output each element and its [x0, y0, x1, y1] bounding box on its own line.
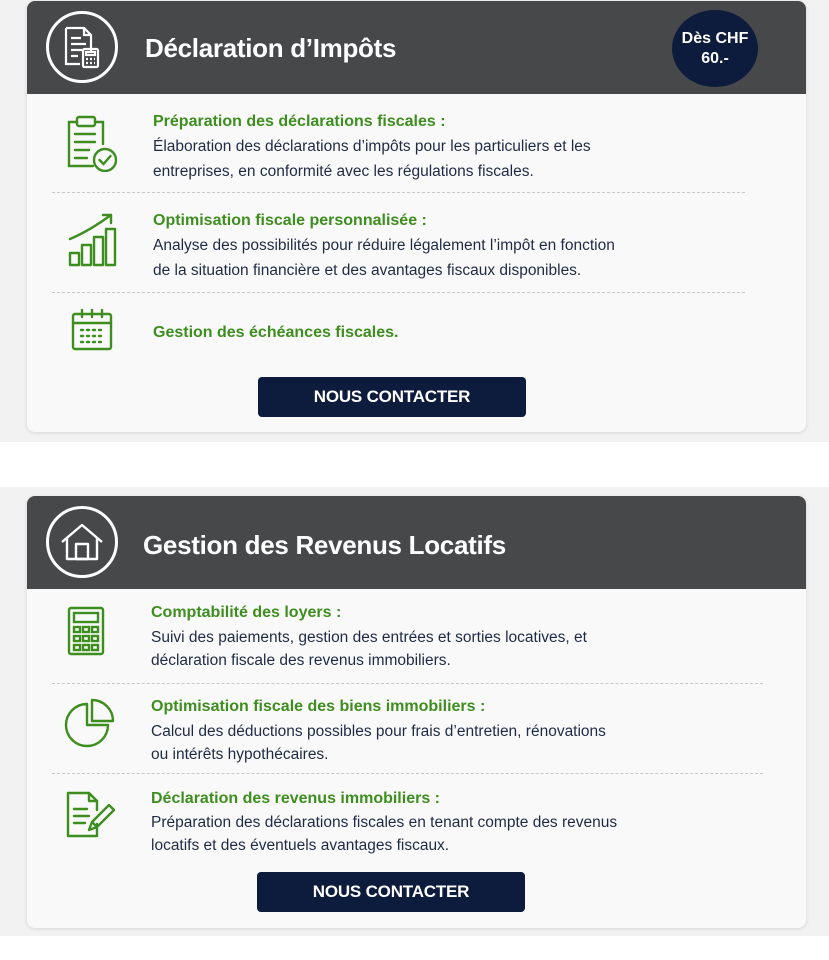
- item-title: Optimisation fiscale des biens immobiliers :: [151, 698, 486, 715]
- calculator-icon: [67, 606, 105, 656]
- item-description-line: Élaboration des déclarations d’impôts pour les particuliers et les: [153, 138, 591, 155]
- item-description-line: Analyse des possibilités pour réduire légalement l’impôt en fonction: [153, 237, 615, 254]
- item-description-line: ou intérêts hypothécaires.: [151, 746, 329, 763]
- price-prefix: Dès CHF: [681, 29, 749, 47]
- item-description-line: Préparation des déclarations fiscales en tenant compte des revenus: [151, 814, 618, 831]
- service-card-tax-declaration: [27, 1, 806, 432]
- calendar-icon: [70, 308, 114, 352]
- item-description: [151, 720, 606, 766]
- item-description-line: de la situation financière et des avantages fiscaux disponibles.: [153, 262, 582, 279]
- contact-button[interactable]: NOUS CONTACTER: [257, 872, 525, 912]
- card-title: Gestion des Revenus Locatifs: [143, 530, 506, 560]
- divider: [52, 683, 763, 684]
- item-description-line: entreprises, en conformité avec les régulations fiscales.: [153, 163, 534, 180]
- item-title: Optimisation fiscale personnalisée :: [153, 212, 427, 229]
- item-description: [153, 233, 615, 283]
- clipboard-check-icon: [65, 114, 119, 172]
- growth-chart-icon: [67, 211, 119, 267]
- pie-chart-icon: [63, 698, 115, 750]
- item-description-line: Calcul des déductions possibles pour frais d’entretien, rénovations: [151, 723, 606, 740]
- item-title: Déclaration des revenus immobiliers :: [151, 790, 440, 807]
- item-description-line: déclaration fiscale des revenus immobiliers.: [151, 652, 451, 669]
- item-description: [151, 626, 587, 672]
- card-title: Déclaration d’Impôts: [145, 33, 397, 63]
- tax-document-icon: [46, 11, 118, 83]
- contact-button[interactable]: NOUS CONTACTER: [258, 377, 526, 417]
- price-value: 60.-: [701, 49, 729, 67]
- service-card-rental-income: [27, 496, 806, 928]
- item-description-line: Suivi des paiements, gestion des entrées et sorties locatives, et: [151, 629, 587, 646]
- document-pen-icon: [65, 790, 117, 842]
- item-description-line: locatifs et des éventuels avantages fiscaux.: [151, 837, 450, 854]
- card-header: [27, 1, 806, 94]
- item-title: Comptabilité des loyers :: [151, 604, 342, 621]
- divider: [52, 773, 763, 774]
- price-badge: [672, 10, 758, 87]
- house-icon: [46, 506, 118, 578]
- item-description: [151, 811, 617, 857]
- divider: [52, 192, 745, 193]
- item-title: Préparation des déclarations fiscales :: [153, 113, 446, 130]
- divider: [52, 292, 745, 293]
- item-title: Gestion des échéances fiscales.: [153, 324, 399, 341]
- card-header: [27, 496, 806, 589]
- item-description: [153, 134, 591, 184]
